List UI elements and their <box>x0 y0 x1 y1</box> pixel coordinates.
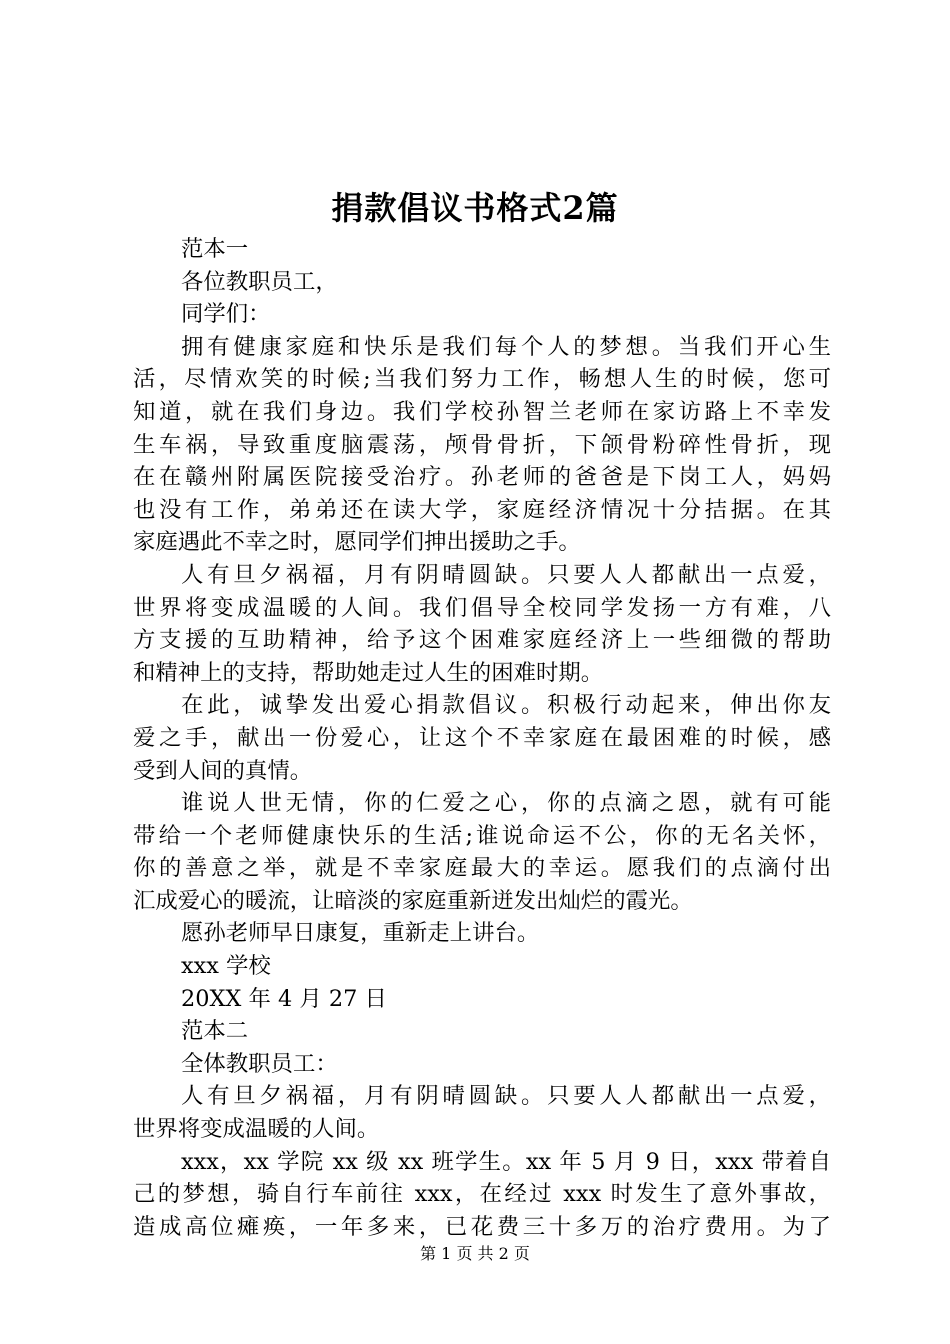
document-body <box>133 233 831 1243</box>
text-line: 同学们： <box>181 301 271 328</box>
text-line: 知道，就在我们身边。我们学校孙智兰老师在家访路上不幸发 <box>133 398 831 425</box>
text-line: 人有旦夕祸福，月有阴晴圆缺。只要人人都献出一点爱， <box>181 561 831 588</box>
text-line: 范本一 <box>181 236 249 262</box>
text-line: 20XX 年 4 月 27 日 <box>181 985 387 1012</box>
text-line: 人有旦夕祸福，月有阴晴圆缺。只要人人都献出一点爱， <box>181 1083 831 1110</box>
text-line: 生车祸，导致重度脑震荡，颅骨骨折，下颌骨粉碎性骨折，现 <box>133 431 831 458</box>
text-line: 造成高位瘫痪，一年多来，已花费三十多万的治疗费用。为了 <box>133 1213 831 1240</box>
text-line: 爱之手，献出一份爱心，让这个不幸家庭在最困难的时候，感 <box>133 724 831 751</box>
text-line: xxx 学校 <box>181 953 271 980</box>
text-line: 范本二 <box>181 1018 249 1045</box>
text-line: 愿孙老师早日康复，重新走上讲台。 <box>181 920 540 947</box>
text-line: 和精神上的支持，帮助她走过人生的困难时期。 <box>133 659 604 686</box>
text-line: 汇成爱心的暖流，让暗淡的家庭重新迸发出灿烂的霞光。 <box>133 887 693 914</box>
text-line: 方支援的互助精神，给予这个困难家庭经济上一些细微的帮助 <box>133 627 831 654</box>
text-line: 带给一个老师健康快乐的生活;谁说命运不公，你的无名关怀， <box>133 822 831 849</box>
text-line: 谁说人世无情，你的仁爱之心，你的点滴之恩，就有可能 <box>181 790 831 817</box>
text-line: 也没有工作，弟弟还在读大学，家庭经济情况十分拮据。在其 <box>133 496 831 523</box>
text-line: xxx，xx 学院 xx 级 xx 班学生。xx 年 5 月 9 日，xxx 带着自 <box>181 1148 831 1175</box>
page-number-footer: 第 1 页 共 2 页 <box>420 1244 530 1263</box>
text-line: 全体教职员工： <box>181 1050 338 1077</box>
text-line: 家庭遇此不幸之时，愿同学们抻出援助之手。 <box>133 529 581 556</box>
text-line: 世界将变成温暖的人间。 <box>133 1116 380 1143</box>
text-line: 己的梦想，骑自行车前往 xxx，在经过 xxx 时发生了意外事故， <box>133 1181 831 1208</box>
text-line: 在此，诚挚发出爱心捐款倡议。积极行动起来，伸出你友 <box>181 692 831 719</box>
text-line: 受到人间的真情。 <box>133 757 313 784</box>
text-line: 世界将变成温暖的人间。我们倡导全校同学发扬一方有难，八 <box>133 594 831 621</box>
text-line: 活，尽情欢笑的时候;当我们努力工作，畅想人生的时候，您可 <box>133 366 831 393</box>
document-title: 捐款倡议书格式2篇 <box>331 189 619 227</box>
text-line: 你的善意之举，就是不幸家庭最大的幸运。愿我们的点滴付出 <box>133 855 831 882</box>
text-line: 在在赣州附属医院接受治疗。孙老师的爸爸是下岗工人，妈妈 <box>133 464 831 491</box>
text-line: 各位教职员工， <box>181 268 338 295</box>
text-line: 拥有健康家庭和快乐是我们每个人的梦想。当我们开心生 <box>181 333 831 360</box>
